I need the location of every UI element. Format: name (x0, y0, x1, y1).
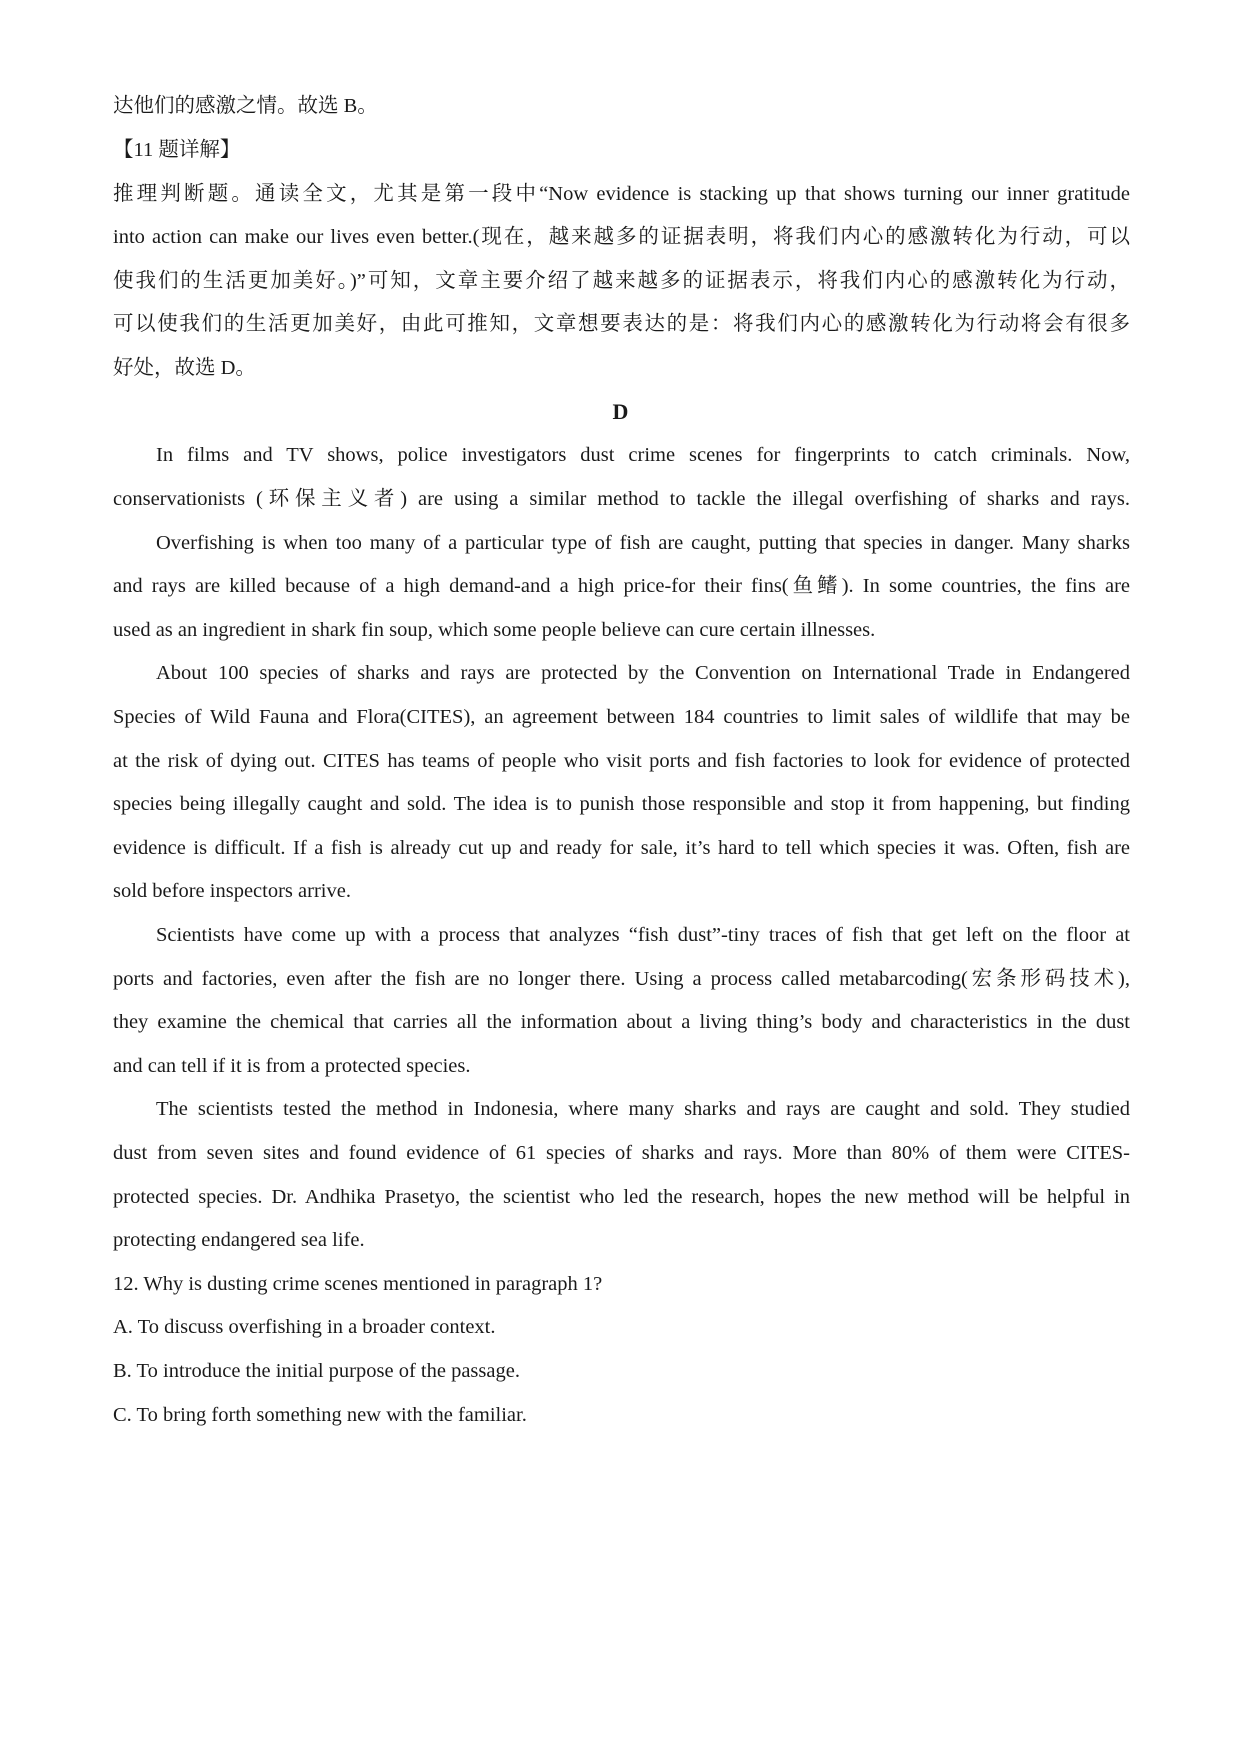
passage-line: dust from seven sites and found evidence of 61 species of sharks and rays. More than 80% of them were CITES- (113, 1142, 1130, 1164)
passage-line: ports and factories, even after the fish are no longer there. Using a process called metabarcoding(宏条形码技术), (113, 968, 1130, 990)
passage-line: at the risk of dying out. CITES has teams of people who visit ports and fish factories to look for evidence of protected (113, 750, 1130, 772)
passage-line: evidence is difficult. If a fish is already cut up and ready for sale, it’s hard to tell which species it was. Often, fish are (113, 837, 1130, 859)
passage-line: conservationists (环保主义者) are using a similar method to tackle the illegal overfishing of sharks and rays. (113, 488, 1130, 510)
q11-explanation-line: 可以使我们的生活更加美好，由此可推知，文章想要表达的是：将我们内心的感激转化为行动将会有很多 (113, 313, 1130, 335)
q11-explanation-line: 推理判断题。通读全文，尤其是第一段中“Now evidence is stacking up that shows turning our inner gratitude (113, 183, 1130, 205)
passage-line: protected species. Dr. Andhika Prasetyo, the scientist who led the research, hopes the new method will be helpful in (113, 1186, 1130, 1208)
passage-line: Scientists have come up with a process that analyzes “fish dust”-tiny traces of fish that get left on the floor at (156, 924, 1130, 946)
question-12-option-c: C. To bring forth something new with the familiar. (113, 1404, 527, 1426)
q11-explanation-line: 好处，故选 D。 (113, 357, 256, 379)
explanation-carry-over: 达他们的感激之情。故选 B。 (113, 95, 378, 117)
passage-line: The scientists tested the method in Indonesia, where many sharks and rays are caught and sold. They studied (156, 1098, 1130, 1120)
passage-line: they examine the chemical that carries all the information about a living thing’s body and characteristics in the dust (113, 1011, 1130, 1033)
question-12-option-a: A. To discuss overfishing in a broader context. (113, 1316, 496, 1338)
question-12-stem: 12. Why is dusting crime scenes mentioned in paragraph 1? (113, 1273, 603, 1295)
q11-explanation-line: 使我们的生活更加美好。)”可知，文章主要介绍了越来越多的证据表示，将我们内心的感激转化为行动， (113, 270, 1130, 292)
q11-explanation-line: into action can make our lives even better.(现在，越来越多的证据表明，将我们内心的感激转化为行动，可以 (113, 226, 1130, 248)
passage-line: About 100 species of sharks and rays are protected by the Convention on International Trade in Endangered (156, 662, 1130, 684)
passage-line: sold before inspectors arrive. (113, 880, 351, 902)
passage-line: In films and TV shows, police investigators dust crime scenes for fingerprints to catch criminals. Now, (156, 444, 1130, 466)
q11-header: 【11 题详解】 (113, 139, 241, 161)
passage-line: protecting endangered sea life. (113, 1229, 365, 1251)
question-12-option-b: B. To introduce the initial purpose of the passage. (113, 1360, 520, 1382)
passage-title: D (612, 399, 629, 424)
passage-line: Overfishing is when too many of a particular type of fish are caught, putting that species in danger. Many sharks (156, 532, 1130, 554)
passage-line: and rays are killed because of a high demand-and a high price-for their fins(鱼鳍). In some countries, the fins are (113, 575, 1130, 597)
passage-line: and can tell if it is from a protected species. (113, 1055, 471, 1077)
passage-line: Species of Wild Fauna and Flora(CITES), an agreement between 184 countries to limit sales of wildlife that may be (113, 706, 1130, 728)
passage-line: species being illegally caught and sold. The idea is to punish those responsible and stop it from happening, but finding (113, 793, 1130, 815)
passage-line: used as an ingredient in shark fin soup, which some people believe can cure certain illnesses. (113, 619, 876, 641)
